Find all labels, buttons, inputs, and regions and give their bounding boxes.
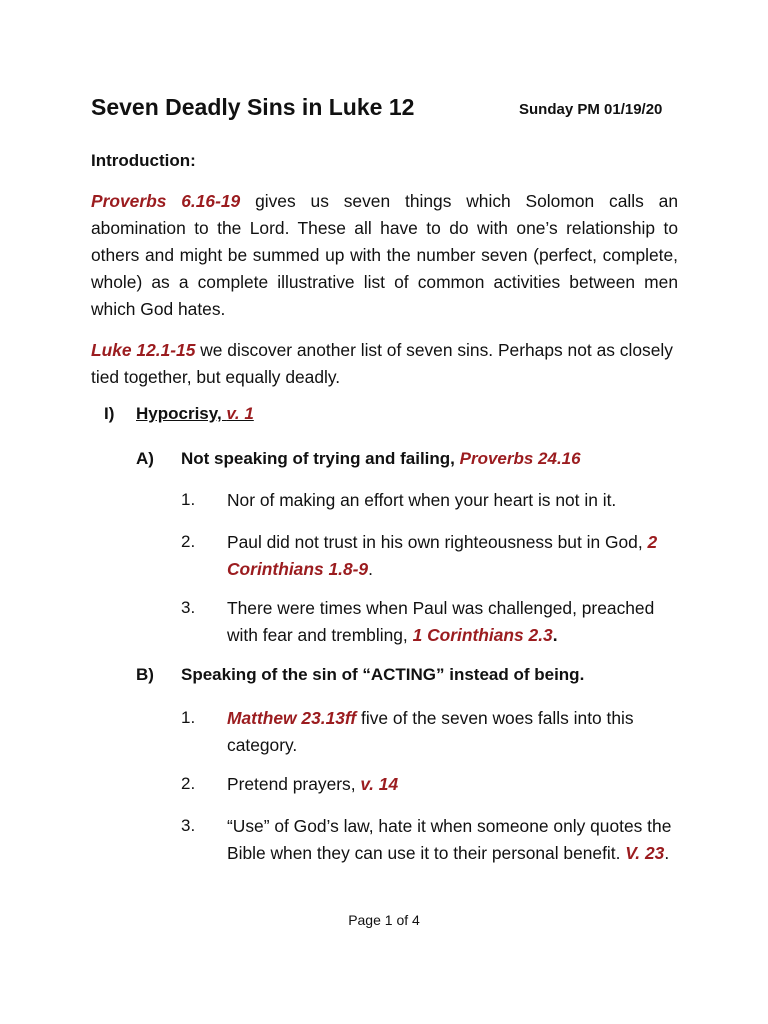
scripture-reference: v. 14 [360, 774, 399, 794]
scripture-reference: 1 Corinthians 2.3 [412, 625, 553, 645]
outline-roman-label: I) [104, 404, 115, 423]
scripture-reference: Matthew 23.13ff [227, 708, 357, 728]
paragraph-text: we discover another list of seven sins. Perhaps not as closely tied together, but equally deadly. [91, 340, 673, 387]
outline-number-label: 2. [181, 774, 196, 793]
outline-point-a [181, 449, 581, 469]
document-title: Seven Deadly Sins in Luke 12 [91, 94, 415, 120]
point-text: “Use” of God’s law, hate it when someone only quotes the Bible when they can use it to their personal benefit. [227, 816, 672, 863]
introduction-heading: Introduction: [91, 151, 196, 170]
point-text: Pretend prayers, [227, 774, 361, 794]
outline-point-b3 [227, 813, 682, 867]
outline-point-b2 [227, 771, 682, 798]
scripture-reference: v. 1 [226, 404, 254, 423]
punctuation: . [552, 625, 558, 645]
outline-point-a2 [227, 529, 682, 583]
outline-point-b: Speaking of the sin of “ACTING” instead of being. [181, 665, 585, 684]
scripture-reference: Proverbs 6.16-19 [91, 191, 241, 211]
point-text: Nor of making an effort when your heart is not in it. [227, 490, 617, 510]
scripture-reference: 2 Corinthians 1.8-9 [227, 532, 658, 579]
point-text: There were times when Paul was challenged, preached with fear and trembling, [227, 598, 655, 645]
outline-letter-label: A) [136, 449, 154, 468]
punctuation: . [664, 843, 670, 863]
outline-number-label: 3. [181, 598, 196, 617]
scripture-reference: V. 23 [625, 843, 665, 863]
outline-heading-hypocrisy [136, 404, 254, 424]
punctuation: . [368, 559, 373, 579]
outline-number-label: 1. [181, 490, 196, 509]
heading-text: Hypocrisy, [136, 404, 227, 423]
point-text: five of the seven woes falls into this category. [227, 708, 634, 755]
intro-paragraph-2 [91, 337, 678, 391]
outline-number-label: 3. [181, 816, 196, 835]
outline-point-a1 [227, 487, 682, 514]
paragraph-text: gives us seven things which Solomon calls an abomination to the Lord. These all have to do with one’s relationship to others and might be summed up with the number seven (perfect, complete, whole) as a complete illustrative list of common activities between men which God hates. [91, 191, 678, 319]
point-text: Not speaking of trying and failing, [181, 449, 460, 468]
scripture-reference: Luke 12.1-15 [91, 340, 196, 360]
outline-letter-label: B) [136, 665, 154, 684]
outline-point-b1 [227, 705, 682, 759]
point-text: Paul did not trust in his own righteousness but in God, [227, 532, 648, 552]
outline-point-a3 [227, 595, 682, 649]
intro-paragraph-1 [91, 188, 678, 323]
outline-number-label: 1. [181, 708, 196, 727]
page-number-footer: Page 1 of 4 [348, 912, 420, 928]
scripture-reference: Proverbs 24.16 [459, 449, 581, 468]
sermon-date: Sunday PM 01/19/20 [519, 101, 663, 118]
outline-number-label: 2. [181, 532, 196, 551]
